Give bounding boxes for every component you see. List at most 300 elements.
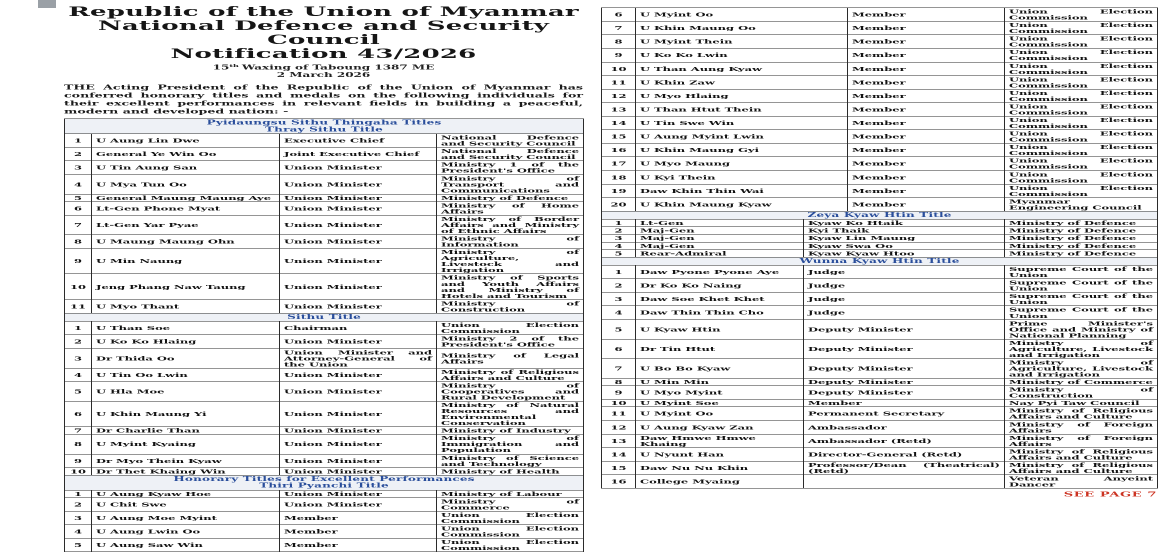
- department-cell: Ministry of Natural Resources and Environmental Conservation: [437, 401, 584, 427]
- table-row: [602, 219, 1158, 227]
- row-number-cell: 5: [65, 382, 92, 402]
- department-cell: Union Election Commission: [1005, 143, 1158, 157]
- table-row: [602, 48, 1158, 62]
- name-cell: U Khin Maung Kyaw: [636, 198, 848, 212]
- department-cell: Ministry of Defence: [1005, 219, 1158, 227]
- notification-table-section: [601, 8, 1158, 212]
- position-cell: Judge: [804, 292, 1005, 306]
- name-cell: U Bo Bo Kyaw: [636, 359, 804, 379]
- position-cell: Union Minister: [280, 368, 437, 382]
- row-number-cell: 12: [602, 89, 636, 103]
- name-cell: U Maung Maung Ohn: [92, 235, 280, 249]
- position-cell: Deputy Minister: [804, 378, 1005, 386]
- row-number-cell: 15: [602, 461, 636, 475]
- department-cell: Union Election Commission: [1005, 130, 1158, 144]
- position-cell: Member: [848, 198, 1005, 212]
- name-cell: U Kyaw Htin: [636, 320, 804, 340]
- table-row: [65, 147, 584, 161]
- department-cell: Union Election Commission: [1005, 35, 1158, 49]
- department-cell: Union Election Commission: [1005, 103, 1158, 117]
- table-row: [602, 292, 1158, 306]
- position-cell: Union Minister: [280, 175, 437, 195]
- table-row: [65, 202, 584, 216]
- name-cell: U Aung Kyaw Hoe: [92, 490, 280, 498]
- table-row: [65, 511, 584, 525]
- row-number-cell: 8: [602, 35, 636, 49]
- name-cell: U Min Min: [636, 378, 804, 386]
- row-number-cell: 11: [65, 300, 92, 314]
- section-header-row: [65, 475, 584, 490]
- position-cell: Judge: [804, 279, 1005, 293]
- department-cell: Ministry of Defence: [1005, 242, 1158, 250]
- table-row: [65, 321, 584, 335]
- table-row: [602, 76, 1158, 90]
- position-cell: Member: [280, 525, 437, 539]
- row-number-cell: 9: [65, 248, 92, 274]
- table-row: [602, 157, 1158, 171]
- name-cell: U Than Soe: [92, 321, 280, 335]
- see-page-note: SEE PAGE 7: [1063, 491, 1157, 499]
- section-title: Zeya Kyaw Htin Title: [807, 211, 952, 219]
- name-cell: Dr Thet Khaing Win: [92, 468, 280, 476]
- name-cell: U Mya Tun Oo: [92, 175, 280, 195]
- section-header-row: [602, 257, 1158, 265]
- name-cell: Maj-Gen: [636, 227, 804, 235]
- position-cell: Ambassador (Retd): [804, 434, 1005, 448]
- name-cell: U Myint Kyaing: [92, 434, 280, 454]
- notification-table-section: [64, 119, 584, 314]
- name-cell: U Khin Maung Gyi: [636, 143, 848, 157]
- name-cell: Dr Myo Thein Kyaw: [92, 454, 280, 468]
- right-column: [601, 8, 1157, 499]
- row-number-cell: 4: [65, 525, 92, 539]
- table-row: [602, 21, 1158, 35]
- name-cell: U Khin Zaw: [636, 76, 848, 90]
- name-cell: General Ye Win Oo: [92, 147, 280, 161]
- row-number-cell: 1: [65, 134, 92, 148]
- name-cell: U Tin Aung San: [92, 161, 280, 175]
- row-number-cell: 2: [65, 147, 92, 161]
- table-row: [602, 359, 1158, 379]
- table-row: [65, 525, 584, 539]
- row-number-cell: 1: [602, 265, 636, 279]
- row-number-cell: 1: [65, 321, 92, 335]
- table-row: [602, 250, 1158, 258]
- position-cell: Union Minister: [280, 274, 437, 300]
- name-cell: U Nyunt Han: [636, 448, 804, 462]
- department-cell: Union Election Commission: [1005, 62, 1158, 76]
- position-cell: Union Minister: [280, 335, 437, 349]
- row-number-cell: 9: [602, 48, 636, 62]
- position-cell: Union Minister: [280, 202, 437, 216]
- table-row: [65, 175, 584, 195]
- section-header-cell: [65, 313, 584, 321]
- department-cell: Supreme Court of the Union: [1005, 265, 1158, 279]
- row-number-cell: 8: [65, 235, 92, 249]
- table-row: [602, 378, 1158, 386]
- name-cell: U Myint Thein: [636, 35, 848, 49]
- position-cell: Member: [848, 21, 1005, 35]
- date-day-suffix: th: [229, 63, 239, 69]
- notification-title-line2: National Defence and Security Council: [97, 18, 550, 48]
- table-row: [602, 279, 1158, 293]
- position-cell: Union Minister: [280, 382, 437, 402]
- department-cell: Ministry of Defence: [1005, 250, 1158, 258]
- position-cell: Director-General (Retd): [804, 448, 1005, 462]
- department-cell: Ministry of Industry: [437, 427, 584, 435]
- section-header-row: [65, 313, 584, 321]
- position-cell: Judge: [804, 265, 1005, 279]
- position-cell: Member: [848, 143, 1005, 157]
- row-number-cell: 8: [65, 434, 92, 454]
- department-cell: Supreme Court of the Union: [1005, 292, 1158, 306]
- position-cell: Member: [848, 130, 1005, 144]
- department-cell: National Defence and Security Council: [437, 134, 584, 148]
- position-cell: Member: [848, 116, 1005, 130]
- position-cell: Member: [848, 103, 1005, 117]
- table-row: [65, 490, 584, 498]
- section-title: Pyidaungsu Sithu Thingaha Titles: [206, 119, 442, 127]
- section-title: Sithu Title: [287, 313, 361, 321]
- position-cell: Kyaw Ko Htaik: [804, 219, 1005, 227]
- name-cell: U Than Aung Kyaw: [636, 62, 848, 76]
- name-cell: Rear-Admiral: [636, 250, 804, 258]
- department-cell: Union Election Commission: [1005, 8, 1158, 22]
- department-cell: Union Election Commission: [437, 538, 584, 552]
- row-number-cell: 5: [602, 250, 636, 258]
- position-cell: Member: [280, 538, 437, 552]
- table-row: [602, 103, 1158, 117]
- department-cell: Ministry of Religious Affairs and Culture: [1005, 407, 1158, 421]
- name-cell: Daw Soe Khet Khet: [636, 292, 804, 306]
- position-cell: Kyaw Swa Oo: [804, 242, 1005, 250]
- name-cell: Daw Khin Thin Wai: [636, 184, 848, 198]
- row-number-cell: 16: [602, 143, 636, 157]
- row-number-cell: 10: [65, 468, 92, 476]
- date-rest: Waxing of Taboung 1387 ME: [241, 64, 435, 72]
- name-cell: U Myo Maung: [636, 157, 848, 171]
- name-cell: U Kyi Thein: [636, 171, 848, 185]
- section-title: Thray Sithu Title: [265, 125, 383, 133]
- department-cell: Ministry of Information: [437, 235, 584, 249]
- name-cell: Daw Nu Nu Khin: [636, 461, 804, 475]
- row-number-cell: 14: [602, 448, 636, 462]
- row-number-cell: 2: [65, 335, 92, 349]
- table-row: [602, 461, 1158, 475]
- name-cell: Dr Thida Oo: [92, 349, 280, 369]
- table-row: [602, 448, 1158, 462]
- table-row: [65, 248, 584, 274]
- table-row: [602, 227, 1158, 235]
- department-cell: Ministry of Immigration and Population: [437, 434, 584, 454]
- table-row: [65, 468, 584, 476]
- position-cell: Member: [848, 35, 1005, 49]
- position-cell: Permanent Secretary: [804, 407, 1005, 421]
- row-number-cell: 12: [602, 421, 636, 435]
- department-cell: Ministry of Construction: [437, 300, 584, 314]
- department-cell: Supreme Court of the Union: [1005, 279, 1158, 293]
- position-cell: Union Minister: [280, 300, 437, 314]
- table-row: [65, 161, 584, 175]
- name-cell: Daw Pyone Pyone Aye: [636, 265, 804, 279]
- department-cell: Ministry of Agriculture, Livestock and Irrigation: [437, 248, 584, 274]
- name-cell: U Aung Myint Lwin: [636, 130, 848, 144]
- name-cell: Maj-Gen: [636, 242, 804, 250]
- table-row: [602, 434, 1158, 448]
- department-cell: Ministry of Labour: [437, 490, 584, 498]
- position-cell: Union Minister and Attorney-General of the Union: [280, 349, 437, 369]
- position-cell: Union Minister: [280, 161, 437, 175]
- row-number-cell: 1: [602, 219, 636, 227]
- name-cell: U Khin Maung Oo: [636, 21, 848, 35]
- department-cell: Ministry of Cooperatives and Rural Development: [437, 382, 584, 402]
- table-row: [602, 306, 1158, 320]
- name-cell: U Than Htut Thein: [636, 103, 848, 117]
- notification-table-section: [601, 211, 1158, 257]
- table-row: [65, 427, 584, 435]
- department-cell: Myanmar Engineering Council: [1005, 198, 1158, 212]
- position-cell: Union Minister: [280, 427, 437, 435]
- row-number-cell: 3: [602, 292, 636, 306]
- name-cell: Lt-Gen Yar Pyae: [92, 215, 280, 235]
- row-number-cell: 5: [65, 538, 92, 552]
- department-cell: Prime Minister's Office and Ministry of National Planning: [1005, 320, 1158, 340]
- date-block: [64, 63, 583, 79]
- department-cell: Ministry of Transport and Communications: [437, 175, 584, 195]
- position-cell: Kyaw Lin Maung: [804, 234, 1005, 242]
- position-cell: Member: [804, 399, 1005, 407]
- right-table-mount: [601, 8, 1157, 489]
- section-header-cell: [65, 475, 584, 490]
- department-cell: Union Election Commission: [1005, 48, 1158, 62]
- name-cell: U Min Naung: [92, 248, 280, 274]
- row-number-cell: 3: [65, 161, 92, 175]
- position-cell: Chairman: [280, 321, 437, 335]
- table-row: [65, 349, 584, 369]
- row-number-cell: 5: [65, 194, 92, 202]
- department-cell: Ministry of Defence: [1005, 234, 1158, 242]
- section-header-cell: [65, 119, 584, 134]
- name-cell: U Myint Oo: [636, 8, 848, 22]
- department-cell: Nay Pyi Taw Council: [1005, 399, 1158, 407]
- table-row: [65, 215, 584, 235]
- name-cell: U Tin Swe Win: [636, 116, 848, 130]
- row-number-cell: 7: [65, 427, 92, 435]
- left-column: [64, 5, 583, 552]
- table-row: [602, 116, 1158, 130]
- name-cell: U Aung Moe Myint: [92, 511, 280, 525]
- row-number-cell: 18: [602, 171, 636, 185]
- section-header-row: [65, 119, 584, 134]
- position-cell: Union Minister: [280, 468, 437, 476]
- row-number-cell: 2: [602, 279, 636, 293]
- table-row: [602, 386, 1158, 400]
- row-number-cell: 9: [602, 386, 636, 400]
- section-header-cell: [602, 211, 1158, 219]
- position-cell: Kyi Thaik: [804, 227, 1005, 235]
- row-number-cell: 6: [602, 8, 636, 22]
- notification-title: [64, 5, 583, 61]
- position-cell: Judge: [804, 306, 1005, 320]
- position-cell: Union Minister: [280, 248, 437, 274]
- table-row: [65, 134, 584, 148]
- department-cell: Union Election Commission: [1005, 21, 1158, 35]
- row-number-cell: 6: [602, 339, 636, 359]
- department-cell: Ministry of Construction: [1005, 386, 1158, 400]
- name-cell: U Aung Lin Dwe: [92, 134, 280, 148]
- notification-table-section: [601, 257, 1158, 489]
- row-number-cell: 4: [602, 242, 636, 250]
- table-row: [602, 130, 1158, 144]
- table-row: [65, 498, 584, 512]
- row-number-cell: 6: [65, 401, 92, 427]
- name-cell: U Myint Soe: [636, 399, 804, 407]
- name-cell: College Myaing: [636, 475, 804, 489]
- name-cell: Lt-Gen: [636, 219, 804, 227]
- row-number-cell: 10: [602, 399, 636, 407]
- notification-table-section: [64, 475, 584, 552]
- name-cell: U Khin Maung Yi: [92, 401, 280, 427]
- left-table-mount: [64, 119, 583, 552]
- section-header-cell: [602, 257, 1158, 265]
- department-cell: Ministry of Health: [437, 468, 584, 476]
- department-cell: Ministry of Sports and Youth Affairs and Ministry of Hotels and Tourism: [437, 274, 584, 300]
- position-cell: Union Minister: [280, 401, 437, 427]
- position-cell: Union Minister: [280, 235, 437, 249]
- name-cell: Lt-Gen Phone Myat: [92, 202, 280, 216]
- table-row: [65, 194, 584, 202]
- department-cell: Ministry of Commerce: [437, 498, 584, 512]
- table-row: [602, 234, 1158, 242]
- table-row: [602, 475, 1158, 489]
- department-cell: Union Election Commission: [437, 321, 584, 335]
- section-header-row: [602, 211, 1158, 219]
- row-number-cell: 13: [602, 103, 636, 117]
- department-cell: Union Election Commission: [1005, 171, 1158, 185]
- department-cell: Union Election Commission: [1005, 76, 1158, 90]
- position-cell: Ambassador: [804, 421, 1005, 435]
- department-cell: Ministry of Defence: [437, 194, 584, 202]
- row-number-cell: 17: [602, 157, 636, 171]
- position-cell: Joint Executive Chief: [280, 147, 437, 161]
- position-cell: [804, 475, 1005, 489]
- position-cell: Union Minister: [280, 498, 437, 512]
- page-corner-mark: [38, 0, 56, 8]
- position-cell: Union Minister: [280, 215, 437, 235]
- table-row: [65, 434, 584, 454]
- row-number-cell: 9: [65, 454, 92, 468]
- row-number-cell: 2: [65, 498, 92, 512]
- position-cell: Professor/Dean (Theatrical) (Retd): [804, 461, 1005, 475]
- name-cell: Dr Tin Htut: [636, 339, 804, 359]
- row-number-cell: 7: [65, 215, 92, 235]
- table-row: [602, 184, 1158, 198]
- department-cell: Ministry of Foreign Affairs: [1005, 421, 1158, 435]
- name-cell: U Aung Lwin Oo: [92, 525, 280, 539]
- row-number-cell: 4: [602, 306, 636, 320]
- row-number-cell: 2: [602, 227, 636, 235]
- table-row: [65, 382, 584, 402]
- table-row: [602, 339, 1158, 359]
- intro-paragraph: THE Acting President of the Republic of the Union of Myanmar has conferred honorary titles and medals on the following individuals for their excellent performances in relevant fields in building a peaceful, modern and developed nation: -: [64, 83, 583, 116]
- row-number-cell: 3: [65, 349, 92, 369]
- section-title: Honorary Titles for Excellent Performances: [173, 475, 475, 483]
- name-cell: Dr Charlie Than: [92, 427, 280, 435]
- table-row: [65, 454, 584, 468]
- date-line1: [64, 63, 583, 72]
- table-row: [602, 171, 1158, 185]
- table-row: [602, 8, 1158, 22]
- department-cell: Ministry of Commerce: [1005, 378, 1158, 386]
- notification-title-line1: Republic of the Union of Myanmar: [68, 4, 579, 20]
- position-cell: Member: [848, 89, 1005, 103]
- name-cell: U Ko Ko Lwin: [636, 48, 848, 62]
- row-number-cell: 19: [602, 184, 636, 198]
- name-cell: U Chit Swe: [92, 498, 280, 512]
- position-cell: Union Minister: [280, 194, 437, 202]
- table-row: [602, 89, 1158, 103]
- row-number-cell: 6: [65, 202, 92, 216]
- table-row: [65, 300, 584, 314]
- department-cell: Union Election Commission: [1005, 89, 1158, 103]
- position-cell: Union Minister: [280, 490, 437, 498]
- position-cell: Deputy Minister: [804, 359, 1005, 379]
- name-cell: U Aung Kyaw Zan: [636, 421, 804, 435]
- table-row: [65, 335, 584, 349]
- row-number-cell: 15: [602, 130, 636, 144]
- row-number-cell: 10: [65, 274, 92, 300]
- department-cell: Ministry of Home Affairs: [437, 202, 584, 216]
- row-number-cell: 16: [602, 475, 636, 489]
- position-cell: Member: [848, 157, 1005, 171]
- name-cell: Jeng Phang Naw Taung: [92, 274, 280, 300]
- department-cell: Ministry of Border Affairs and Ministry of Ethnic Affairs: [437, 215, 584, 235]
- department-cell: Ministry 1 of the President's Office: [437, 161, 584, 175]
- table-row: [602, 320, 1158, 340]
- row-number-cell: 7: [602, 359, 636, 379]
- position-cell: Member: [848, 62, 1005, 76]
- department-cell: Ministry of Agriculture, Livestock and Irrigation: [1005, 359, 1158, 379]
- department-cell: Ministry of Religious Affairs and Culture: [1005, 461, 1158, 475]
- row-number-cell: 4: [65, 175, 92, 195]
- row-number-cell: 4: [65, 368, 92, 382]
- table-row: [602, 399, 1158, 407]
- name-cell: U Aung Saw Win: [92, 538, 280, 552]
- position-cell: Union Minister: [280, 434, 437, 454]
- table-row: [602, 198, 1158, 212]
- name-cell: U Tin Oo Lwin: [92, 368, 280, 382]
- department-cell: National Defence and Security Council: [437, 147, 584, 161]
- name-cell: U Myint Oo: [636, 407, 804, 421]
- position-cell: Member: [848, 8, 1005, 22]
- position-cell: Member: [280, 511, 437, 525]
- position-cell: Executive Chief: [280, 134, 437, 148]
- department-cell: Veteran Anyeint Dancer: [1005, 475, 1158, 489]
- position-cell: Member: [848, 184, 1005, 198]
- position-cell: Member: [848, 48, 1005, 62]
- table-row: [602, 35, 1158, 49]
- department-cell: Supreme Court of the Union: [1005, 306, 1158, 320]
- section-title: Thiri Pyanchi Title: [259, 482, 389, 490]
- table-row: [602, 143, 1158, 157]
- row-number-cell: 1: [65, 490, 92, 498]
- row-number-cell: 7: [602, 21, 636, 35]
- table-row: [65, 401, 584, 427]
- position-cell: Deputy Minister: [804, 386, 1005, 400]
- row-number-cell: 14: [602, 116, 636, 130]
- notification-table-section: [64, 313, 584, 475]
- row-number-cell: 13: [602, 434, 636, 448]
